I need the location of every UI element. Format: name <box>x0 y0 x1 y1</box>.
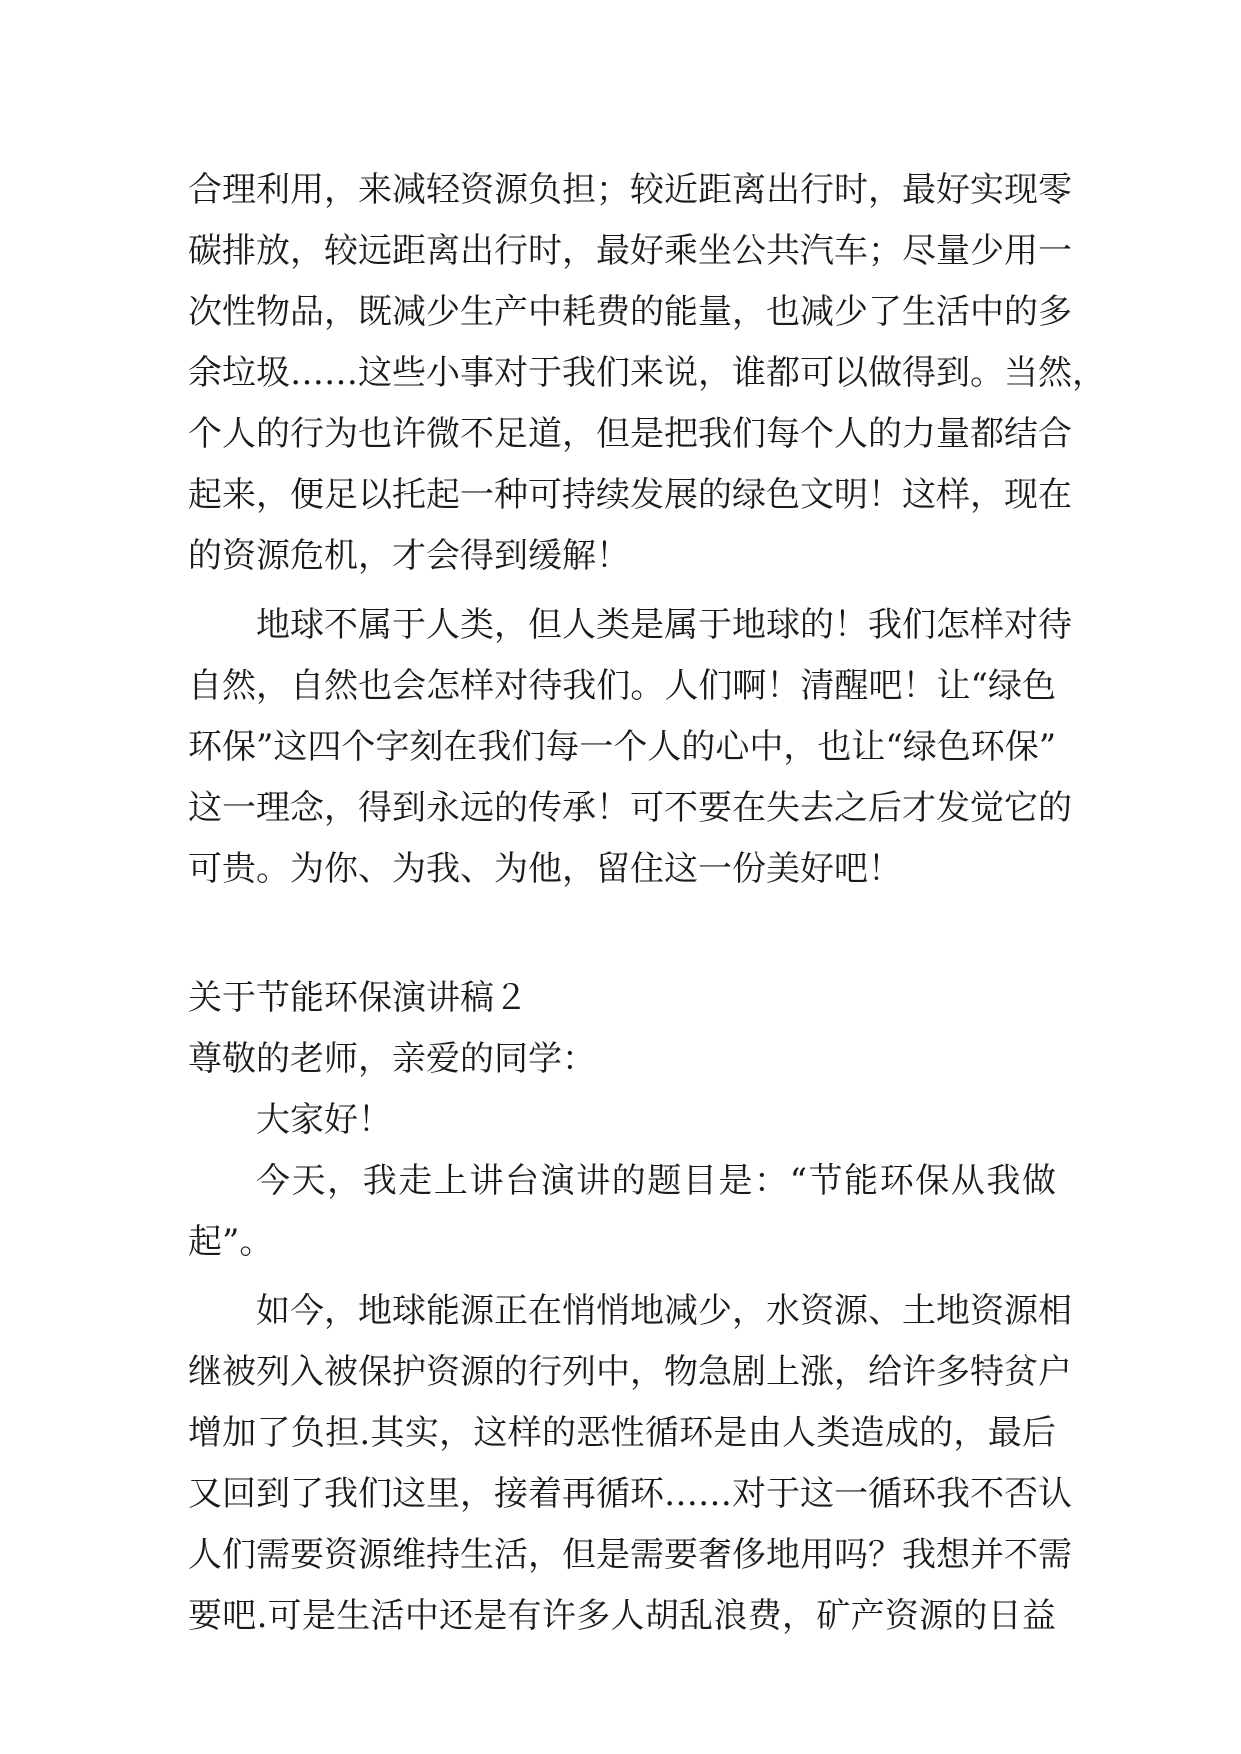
greeting: 大家好！ <box>256 1100 392 1140</box>
text-line: 的资源危机，才会得到缓解！ <box>188 536 630 576</box>
text-line: 个人的行为也许微不足道，但是把我们每个人的力量都结合 <box>188 414 1072 454</box>
text-line: 起来，便足以托起一种可持续发展的绿色文明！这样，现在 <box>188 475 1072 515</box>
paragraph-1 <box>188 160 1106 587</box>
text-line: 这一理念，得到永远的传承！可不要在失去之后才发觉它的 <box>188 788 1072 828</box>
text-line: 增加了负担.其实，这样的恶性循环是由人类造成的，最后 <box>188 1413 1056 1453</box>
text-line: 自然，自然也会怎样对待我们。人们啊！清醒吧！让“绿色 <box>188 666 1056 706</box>
text-line: 环保”这四个字刻在我们每一个人的心中，也让“绿色环保” <box>188 727 1057 767</box>
text-line: 又回到了我们这里，接着再循环……对于这一循环我不否认 <box>188 1474 1072 1514</box>
text-line: 次性物品，既减少生产中耗费的能量，也减少了生活中的多 <box>188 292 1072 332</box>
section-2 <box>188 968 1072 1647</box>
document-page <box>188 160 1106 1647</box>
text-line: 要吧.可是生活中还是有许多人胡乱浪费，矿产资源的日益 <box>188 1596 1056 1636</box>
paragraph-2 <box>188 595 1072 900</box>
text-line: 今天，我走上讲台演讲的题目是：“节能环保从我做 <box>256 1161 1056 1201</box>
text-line: 地球不属于人类，但人类是属于地球的！我们怎样对待 <box>256 605 1072 645</box>
text-line: 余垃圾……这些小事对于我们来说，谁都可以做得到。当然， <box>188 353 1106 393</box>
spacer <box>188 900 1056 968</box>
text-line: 可贵。为你、为我、为他，留住这一份美好吧！ <box>188 849 902 889</box>
salutation: 尊敬的老师，亲爱的同学： <box>188 1039 596 1079</box>
spacer <box>188 1273 1056 1281</box>
spacer <box>188 587 1056 595</box>
text-line: 人们需要资源维持生活，但是需要奢侈地用吗？我想并不需 <box>188 1535 1072 1575</box>
section-title: 关于节能环保演讲稿２ <box>188 978 528 1018</box>
text-line: 合理利用，来减轻资源负担；较近距离出行时，最好实现零 <box>188 170 1072 210</box>
text-line: 碳排放，较远距离出行时，最好乘坐公共汽车；尽量少用一 <box>188 231 1072 271</box>
text-line: 继被列入被保护资源的行列中，物急剧上涨，给许多特贫户 <box>188 1352 1072 1392</box>
text-line: 起”。 <box>188 1222 274 1262</box>
text-line: 如今，地球能源正在悄悄地减少，水资源、土地资源相 <box>256 1291 1072 1331</box>
